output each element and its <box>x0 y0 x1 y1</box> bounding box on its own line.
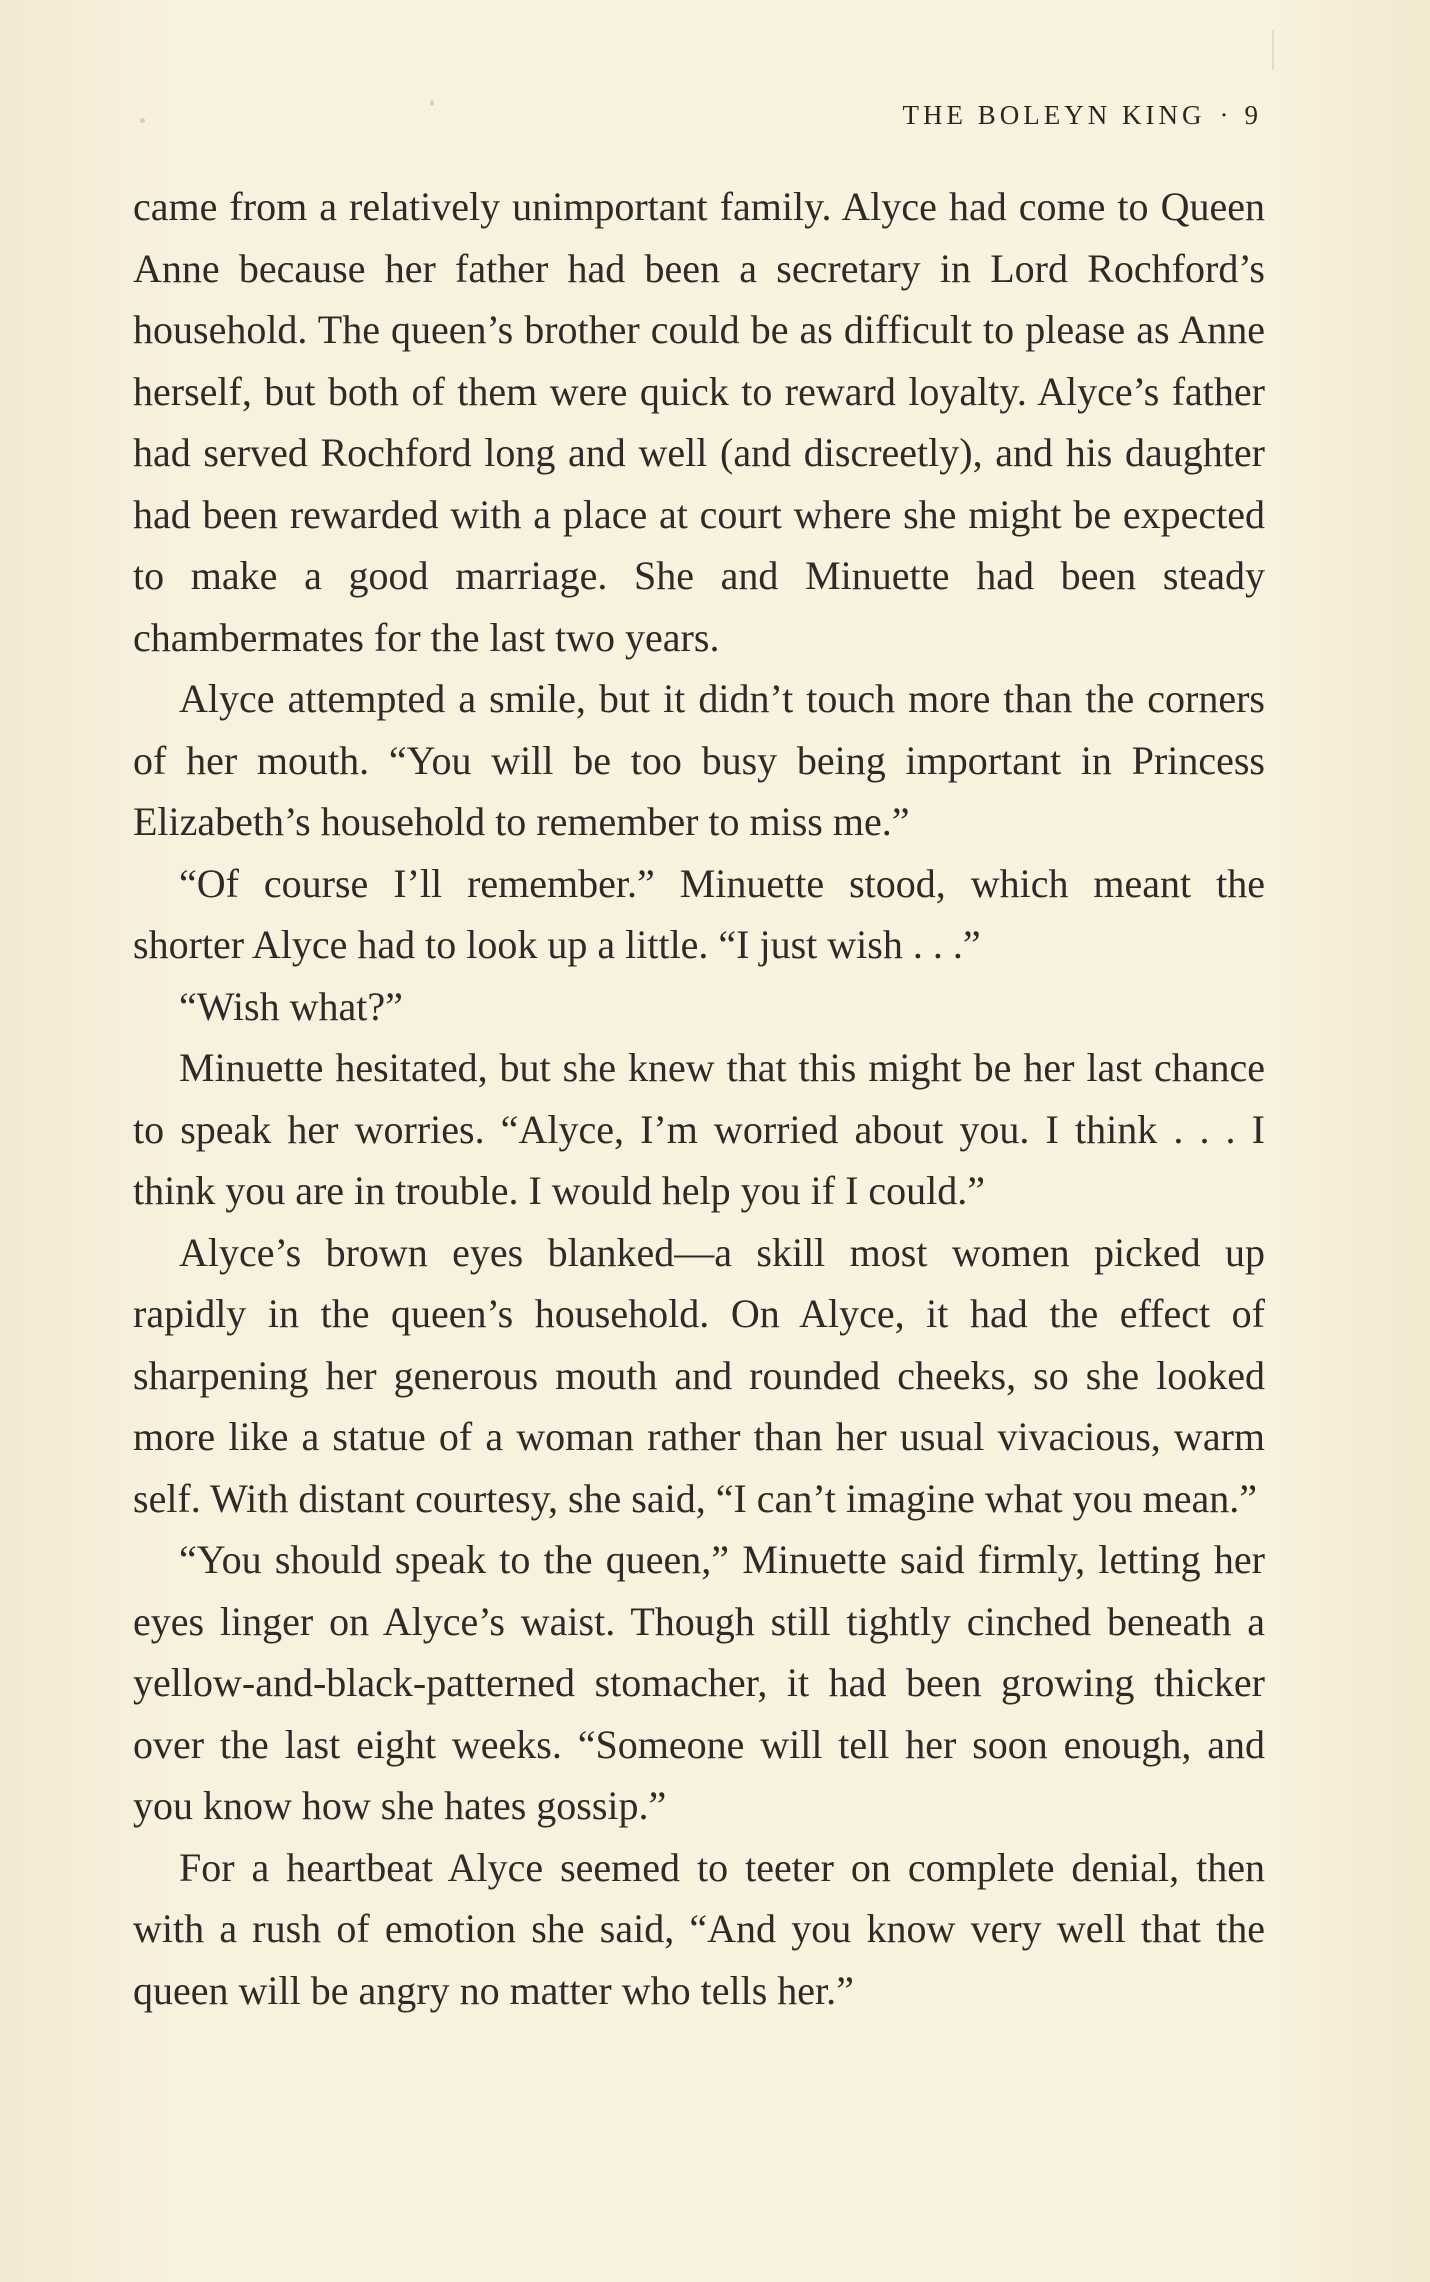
paragraph: “Of course I’ll remember.” Minuette stood, which meant the shorter Alyce had to look up a little. “I just wish . . .” <box>133 860 1265 967</box>
paper-speck <box>140 118 145 123</box>
paper-speck <box>430 100 434 106</box>
book-title: THE BOLEYN KING <box>902 100 1206 130</box>
paragraph: Alyce’s brown eyes blanked—a skill most women picked up rapidly in the queen’s household. On Alyce, it had the effect of sharpening her generous mouth and rounded cheeks, so she looked more like a statue of a woman rather than her usual vivacious, warm self. With distant courtesy, she said, “I can’t imagine what you mean.” <box>133 1229 1265 1521</box>
paragraph: For a heartbeat Alyce seemed to teeter on complete denial, then with a rush of emotion she said, “And you know very well that the queen will be angry no matter who tells her.” <box>133 1844 1265 2013</box>
body-text <box>133 176 1265 2021</box>
paragraph: Minuette hesitated, but she knew that this might be her last chance to speak her worries. “Alyce, I’m worried about you. I think . . . I think you are in trouble. I would help you if I could.” <box>133 1045 1265 1213</box>
header-separator: · <box>1219 100 1233 130</box>
running-head <box>903 100 1262 131</box>
page-number: 9 <box>1244 100 1262 130</box>
paragraph: “Wish what?” <box>179 983 403 1029</box>
paragraph: came from a relatively unimportant family. Alyce had come to Queen Anne because her father had been a secretary in Lord Rochford’s household. The queen’s brother could be as difficult to please as Anne herself, but both of them were quick to reward loyalty. Alyce’s father had served Rochford long and well (and discreetly), and his daughter had been rewarded with a place at court where she might be expected to make a good marriage. She and Minuette had been steady chambermates for the last two years. <box>133 184 1265 660</box>
paper-scratch <box>1272 30 1274 70</box>
paragraph: “You should speak to the queen,” Minuette said firmly, letting her eyes linger on Alyce’s waist. Though still tightly cinched beneath a yellow-and-black-patterned stomacher, it had been growing thicker over the last eight weeks. “Someone will tell her soon enough, and you know how she hates gossip.” <box>133 1537 1265 1828</box>
paragraph: Alyce attempted a smile, but it didn’t touch more than the corners of her mouth. “You will be too busy being important in Princess Elizabeth’s household to remember to miss me.” <box>133 676 1265 844</box>
